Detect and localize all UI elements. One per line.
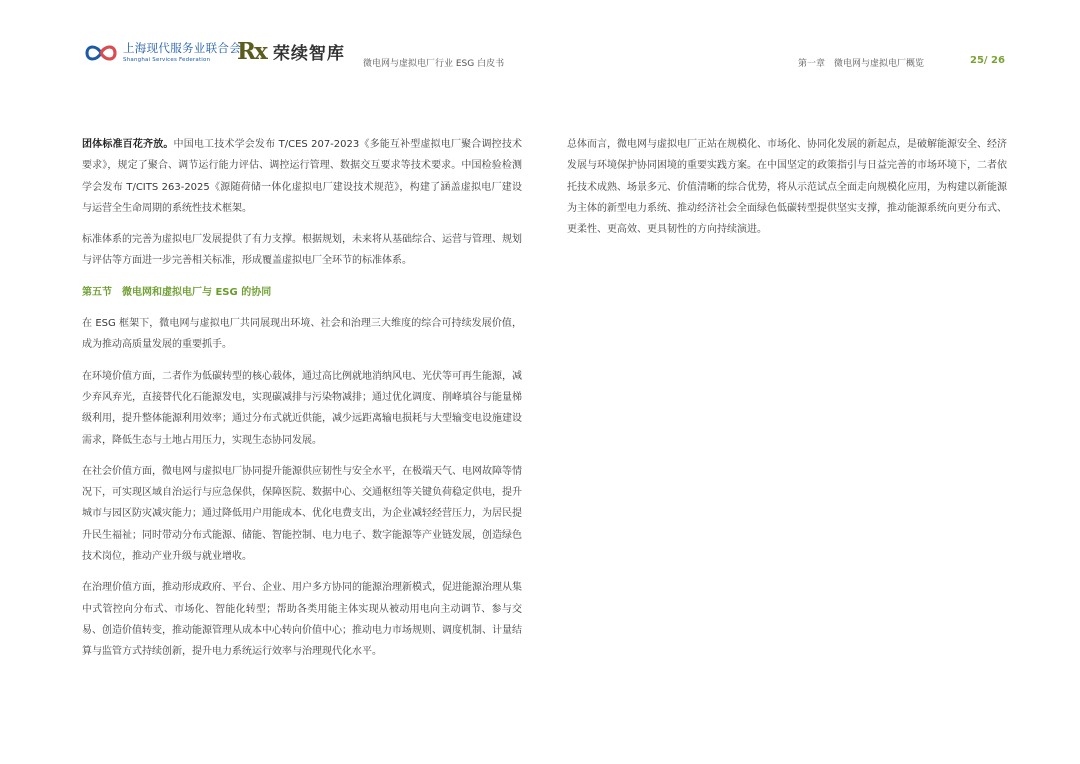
paragraph-summary: 总体而言，微电网与虚拟电厂正站在规模化、市场化、协同化发展的新起点，是破解能源安全、经济发展与环境保护协同困境的重要实践方案。在中国坚定的政策指引与日益完善的市场环境下，二者依托技术成熟、场景多元、价值清晰的综合优势，将从示范试点全面走向规模化应用，为构建以新能源为主体的新型电力系统、推动经济社会全面绿色低碳转型提供坚实支撑，推动能源系统向更分布式、更柔性、更高效、更具韧性的方向持续演进。 xyxy=(567,139,1007,236)
paragraph-group-standards xyxy=(82,134,522,219)
paragraph-esg-intro: 在 ESG 框架下，微电网与虚拟电厂共同展现出环境、社会和治理三大维度的综合可持续发展价值，成为推动高质量发展的重要抓手。 xyxy=(82,318,522,351)
paragraph-lead-bold: 团体标准百花齐放。 xyxy=(82,139,174,150)
right-column xyxy=(567,134,1007,250)
paragraph-text: 中国电工技术学会发布 T/CES 207-2023《多能互补型虚拟电厂聚合调控技术要求》，规定了聚合、调节运行能力评估、调控运行管理、数据交互要求等技术要求。中国检验检测学会发布 T/CITS 263-2025《源随荷储一体化虚拟电厂建设技术规范》，构建了涵盖虚拟电厂建设与运营全生命周期的系统性技术框架。 xyxy=(82,139,522,214)
paragraph-social-value: 在社会价值方面，微电网与虚拟电厂协同提升能源供应韧性与安全水平，在极端天气、电网故障等情况下，可实现区域自治运行与应急保供，保障医院、数据中心、交通枢纽等关键负荷稳定供电，提升城市与园区防灾减灾能力；通过降低用户用能成本、优化电费支出，为企业减轻经营压力，为居民提升民生福祉；同时带动分布式能源、储能、智能控制、电力电子、数字能源等产业链发展，创造绿色技术岗位，推动产业升级与就业增收。 xyxy=(82,465,522,563)
document-title: 微电网与虚拟电厂行业 ESG 白皮书 xyxy=(363,59,505,69)
federation-emblem-icon xyxy=(84,41,118,65)
brand-mark: Rx xyxy=(237,38,266,65)
page-number: 25/ 26 xyxy=(970,55,1005,66)
brand-name: 荣续智库 xyxy=(272,44,345,64)
section-heading: 第五节 微电网和虚拟电厂与 ESG 的协同 xyxy=(82,286,272,298)
federation-name-en: Shanghai Services Federation xyxy=(123,56,211,63)
brand-logo xyxy=(237,38,345,65)
federation-logo xyxy=(84,40,241,66)
federation-name-cn: 上海现代服务业联合会 xyxy=(123,41,241,55)
paragraph-environment-value: 在环境价值方面，二者作为低碳转型的核心载体，通过高比例就地消纳风电、光伏等可再生能源，减少弃风弃光，直接替代化石能源发电，实现碳减排与污染物减排；通过优化调度、削峰填谷与能量梯级利用，提升整体能源利用效率；通过分布式就近供能，减少远距离输电损耗与大型输变电设施建设需求，降低生态与土地占用压力，实现生态协同发展。 xyxy=(82,370,522,446)
paragraph-governance-value: 在治理价值方面，推动形成政府、平台、企业、用户多方协同的能源治理新模式，促进能源治理从集中式管控向分布式、市场化、智能化转型；帮助各类用能主体实现从被动用电向主动调节、参与交易、创造价值转变，推动能源管理从成本中心转向价值中心；推动电力市场规则、调度机制、计量结算与监管方式持续创新，提升电力系统运行效率与治理现代化水平。 xyxy=(82,582,522,658)
chapter-title: 第一章 微电网与虚拟电厂概览 xyxy=(798,59,925,69)
left-column xyxy=(82,134,522,673)
paragraph-standard-system: 标准体系的完善为虚拟电厂发展提供了有力支撑。根据规划，未来将从基础综合、运营与管理、规划与评估等方面进一步完善相关标准，形成覆盖虚拟电厂全环节的标准体系。 xyxy=(82,234,522,267)
